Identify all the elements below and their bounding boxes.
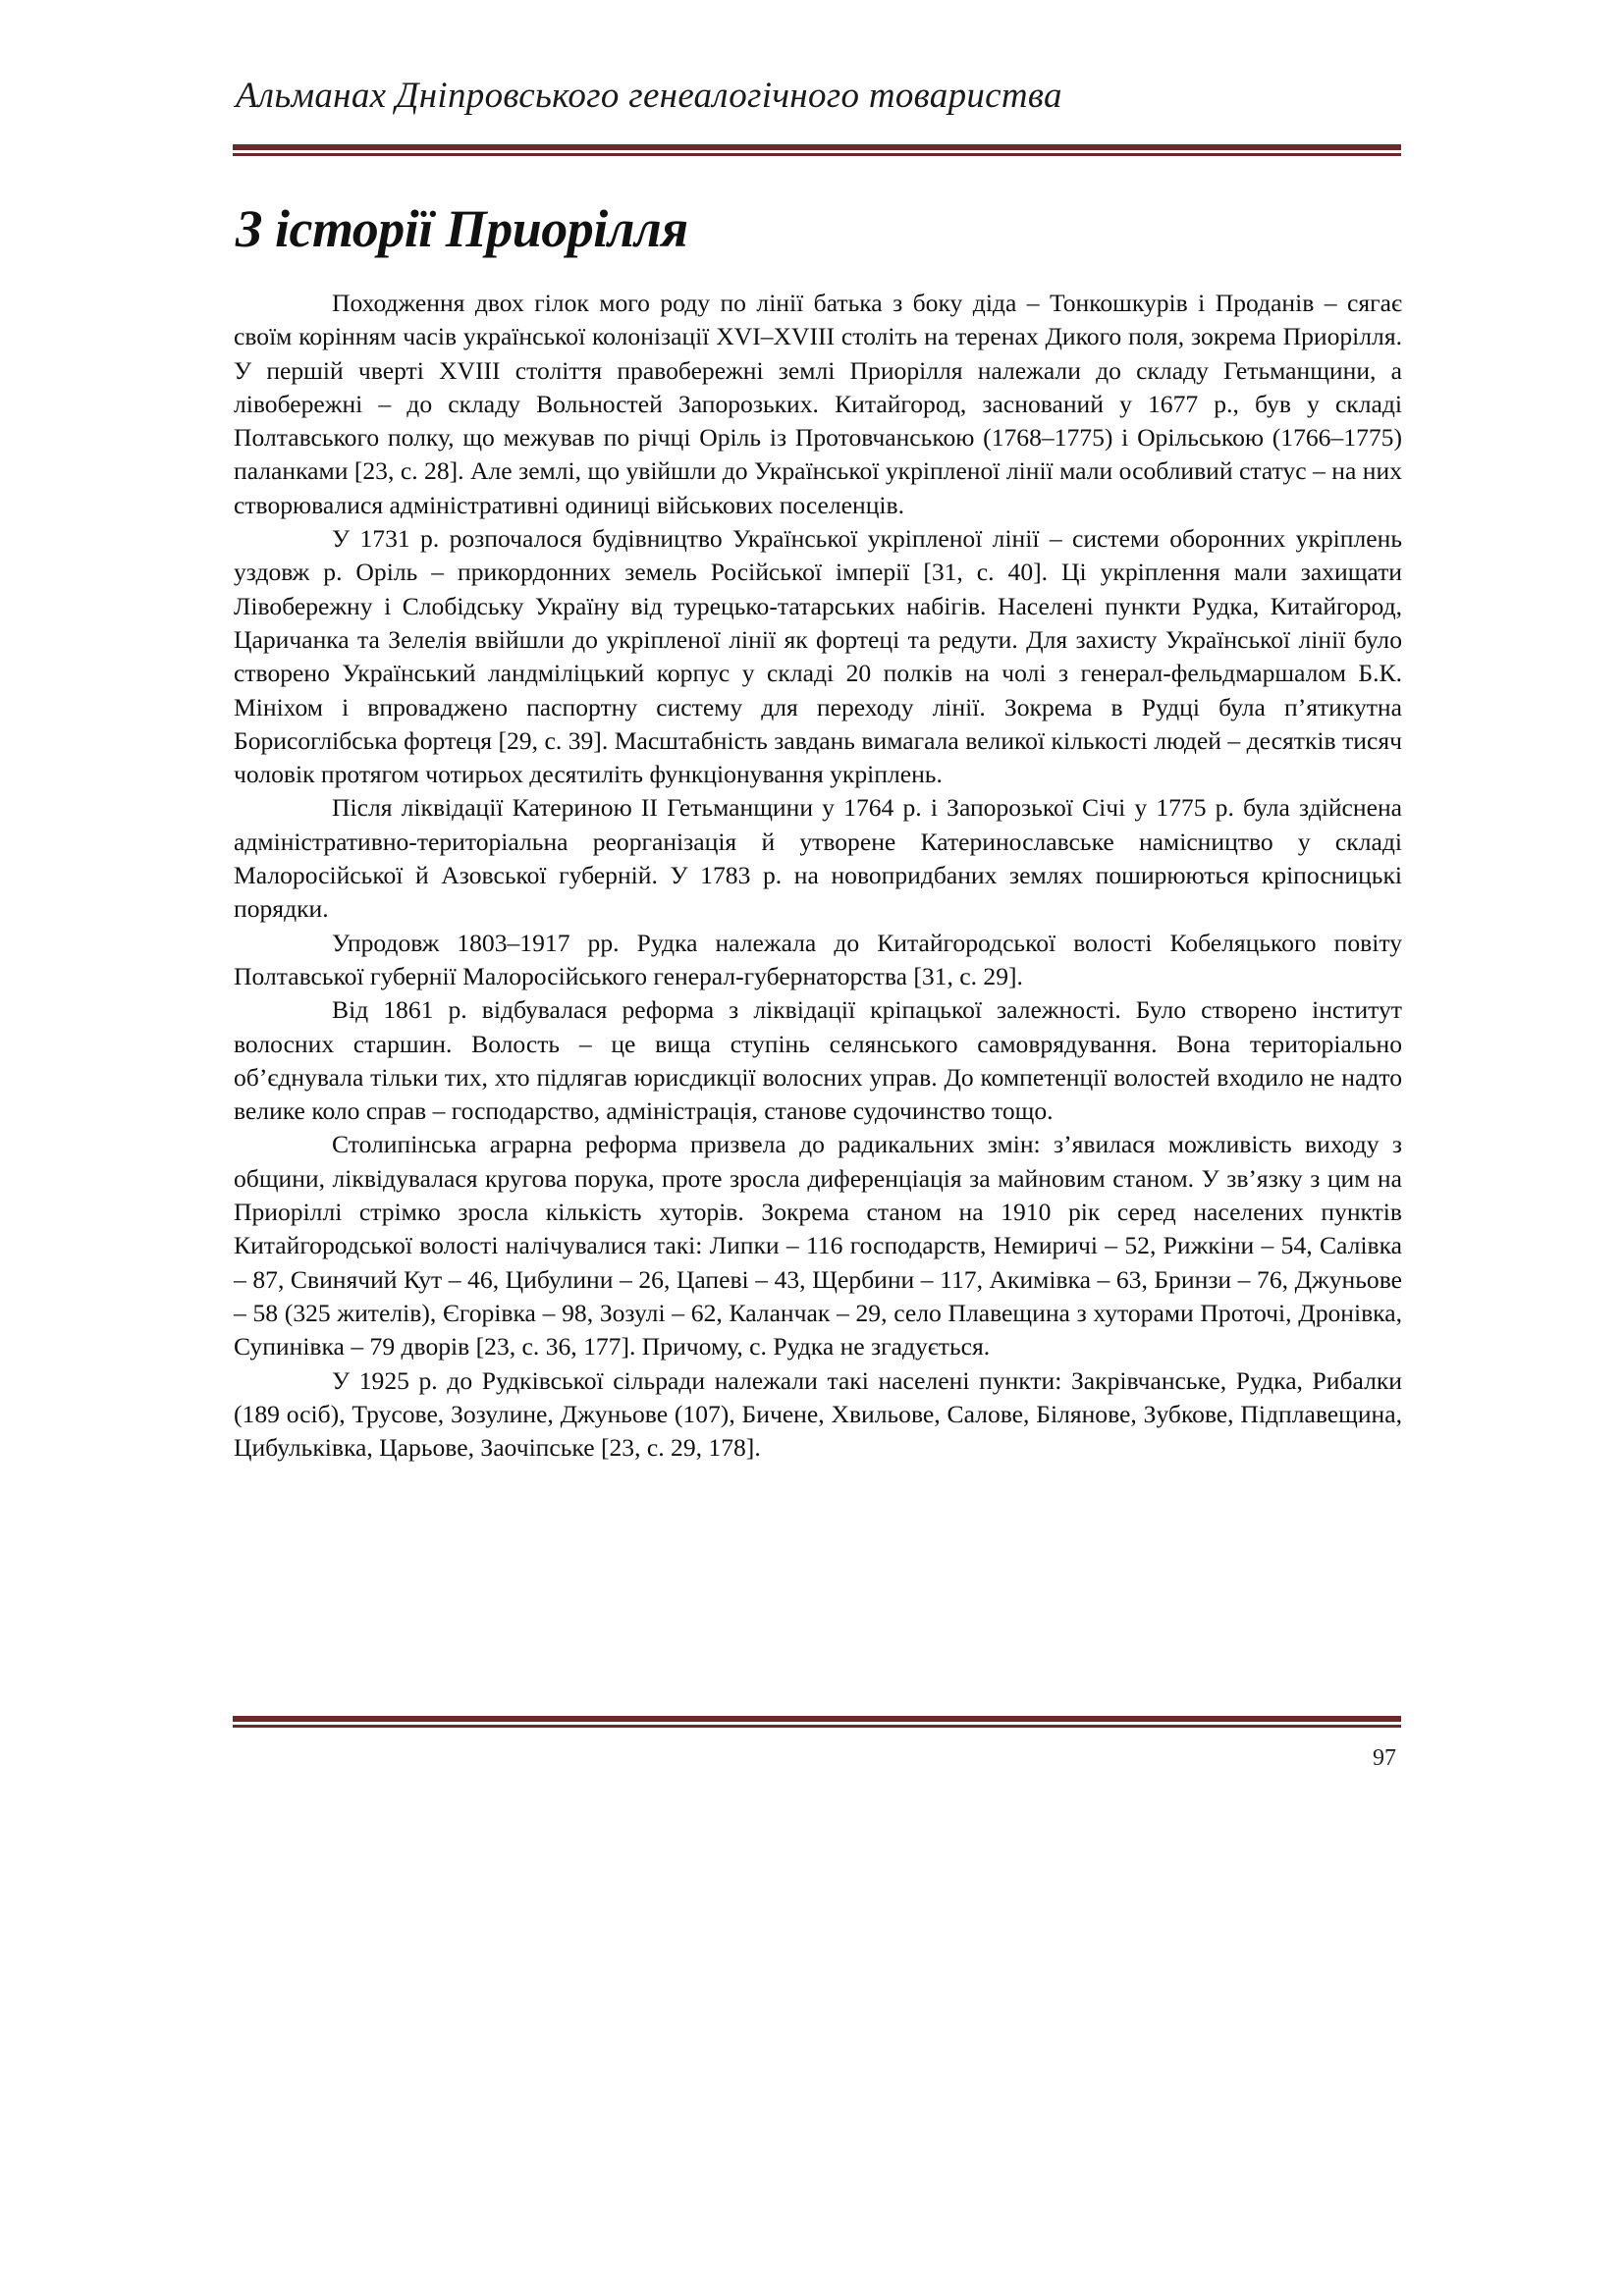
paragraph-7: У 1925 р. до Рудківської сільради належали такі населені пункти: Закрівчанське, Рудка, Рибалки (189 осіб), Трусове, Зозулине, Джуньове (107), Бичене, Хвильове, Салове, Білянове, Зубкове, Підплавещина, Цибульківка, Царьове, Заочіпське [23, с. 29, 178]. <box>234 1365 1402 1463</box>
paragraph-1: Походження двох гілок мого роду по лінії батька з боку діда – Тонкошкурів і Проданів – сягає своїм корінням часів української колонізації XVI–XVIII століть на теренах Дикого поля, зокрема Приорілля. У першій чверті XVIII століття правобережні землі Приорілля належали до складу Гетьманщини, а лівобережні – до складу Вольностей Запорозьких. Китайгород, заснований у 1677 р., був у складі Полтавського полку, що межував по річці Оріль із Протовчанською (1768–1775) і Орільською (1766–1775) паланками [23, с. 28]. Але землі, що увійшли до Української укріпленої лінії мали особливий статус – на них створювалися адміністративні одиниці військових поселенців. <box>234 289 1402 519</box>
footer-divider <box>233 1716 1401 1728</box>
running-header-title: Альманах Дніпровського генеалогічного товариства <box>236 76 1062 116</box>
paragraph-5: Від 1861 р. відбувалася реформа з ліквідації кріпацької залежності. Було створено інститут волосних старшин. Волость – це вища ступінь селянського самоврядування. Вона територіально об’єднувала тільки тих, хто підлягав юрисдикції волосних управ. До компетенції волостей входило не надто велике коло справ – господарство, адміністрація, станове судочинство тощо. <box>234 995 1402 1126</box>
article-title: З історії Приорілля <box>236 199 688 258</box>
paragraph-3: Після ліквідації Катериною II Гетьманщини у 1764 р. і Запорозької Січі у 1775 р. була здійснена адміністративно-територіальна реорганізація й утворене Катеринославське намісництво у складі Малоросійської й Азовської губерній. У 1783 р. на новопридбаних землях поширюються кріпосницькі порядки. <box>234 793 1402 924</box>
paragraph-2: У 1731 р. розпочалося будівництво Української укріпленої лінії – системи оборонних укріплень уздовж р. Оріль – прикордонних земель Російської імперії [31, с. 40]. Ці укріплення мали захищати Лівобережну і Слобідську Україну від турецько-татарських набігів. Населені пункти Рудка, Китайгород, Царичанка та Зелелія ввійшли до укріпленої лінії як фортеці та редути. Для захисту Української лінії було створено Український ландміліцький корпус у складі 20 полків на чолі з генерал-фельдмаршалом Б.К. Мініхом і впроваджено паспортну систему для переходу лінії. Зокрема в Рудці була п’ятикутна Борисоглібська фортеця [29, с. 39]. Масштабність завдань вимагала великої кількості людей – десятків тисяч чоловік протягом чотирьох десятиліть функціонування укріплень. <box>234 524 1402 789</box>
paragraph-6: Столипінська аграрна реформа призвела до радикальних змін: з’явилася можливість виходу з общини, ліквідувалася кругова порука, проте зросла диференціація за майновим станом. У зв’язку з цим на Приоріллі стрімко зросла кількість хуторів. Зокрема станом на 1910 рік серед населених пунктів Китайгородської волості налічувалися такі: Липки – 116 господарств, Немиричі – 52, Рижкіни – 54, Салівка – 87, Свинячий Кут – 46, Цибулини – 26, Цапеві – 43, Щербини – 117, Акимівка – 63, Бринзи – 76, Джуньове – 58 (325 жителів), Єгорівка – 98, Зозулі – 62, Каланчак – 29, село Плавещина з хуторами Проточі, Дронівка, Супинівка – 79 дворів [23, с. 36, 177]. Причому, с. Рудка не згадується. <box>234 1130 1402 1362</box>
article-body <box>234 287 1402 1465</box>
page-number: 97 <box>1373 1745 1396 1771</box>
header-divider <box>233 144 1401 156</box>
paragraph-4: Упродовж 1803–1917 рр. Рудка належала до Китайгородської волості Кобеляцького повіту Полтавської губернії Малоросійського генерал-губернаторства [31, с. 29]. <box>234 928 1402 990</box>
